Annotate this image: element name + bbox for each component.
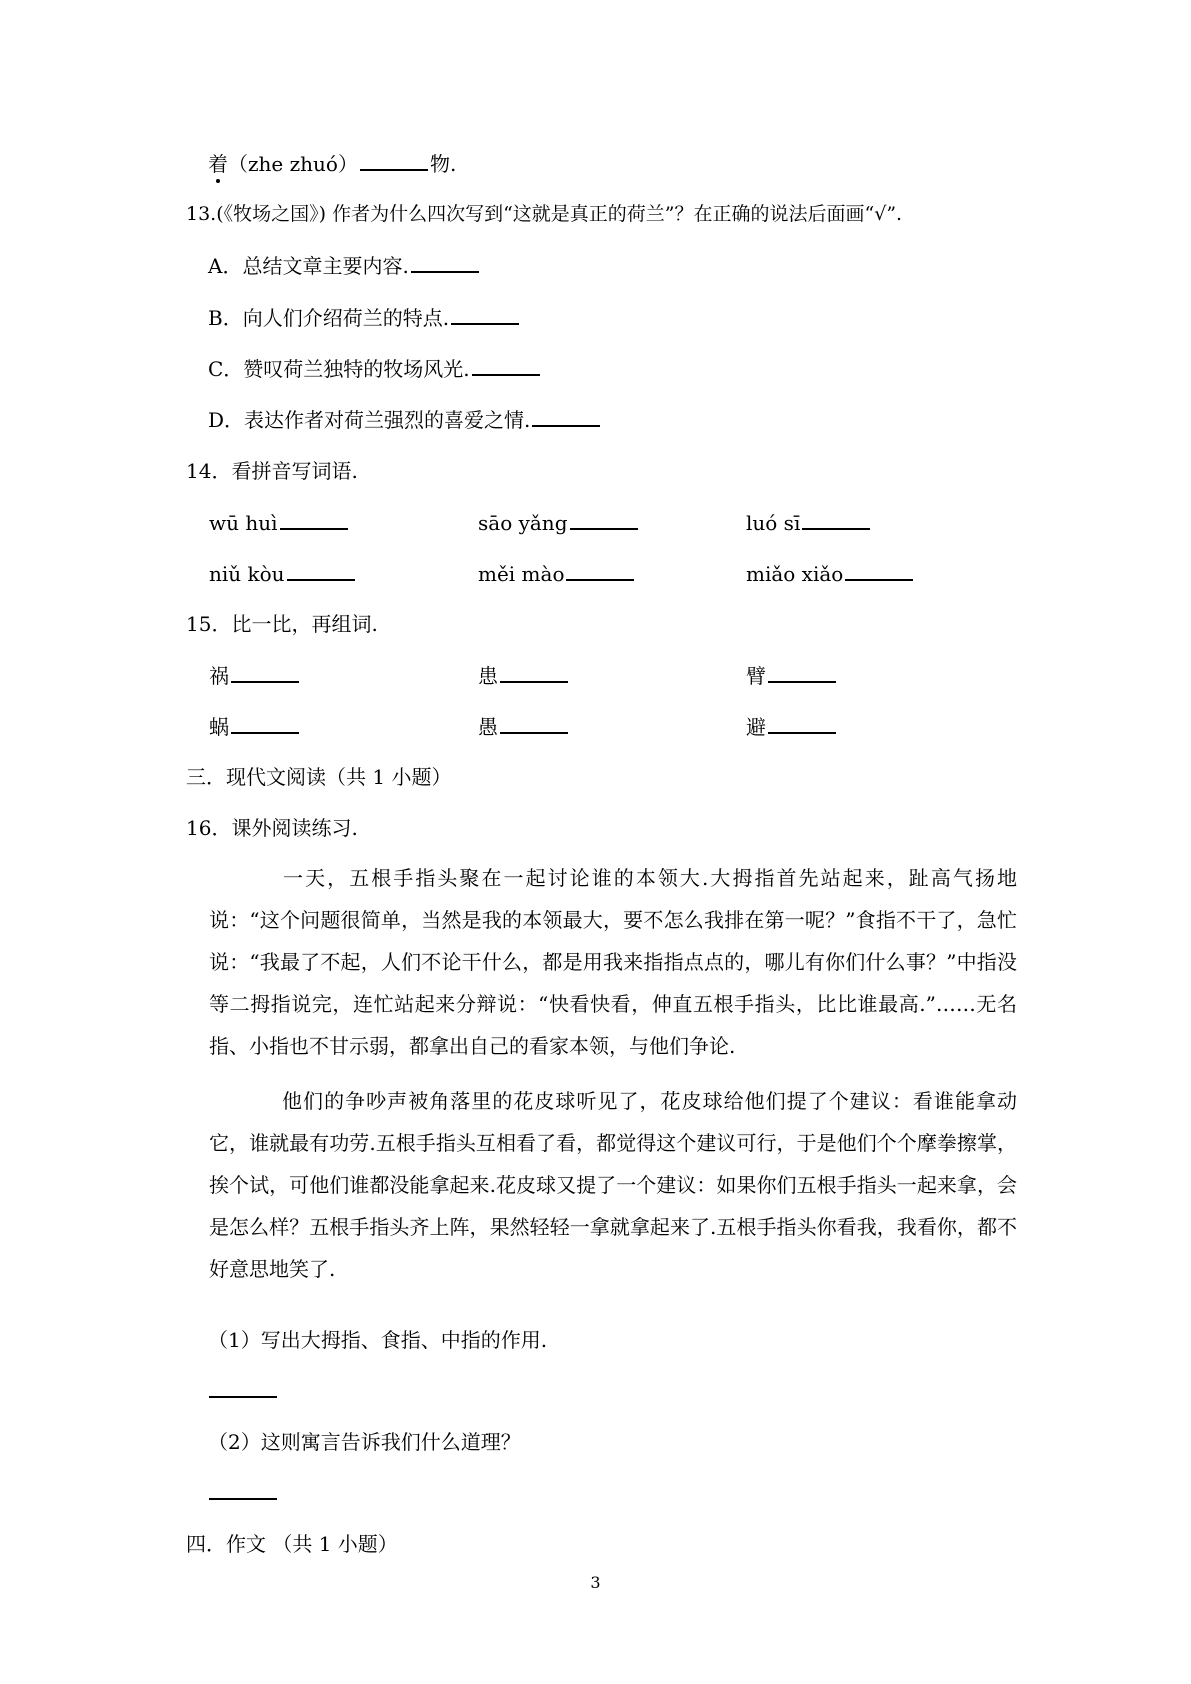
answer-blank[interactable]	[360, 151, 428, 171]
answer-blank[interactable]	[209, 1378, 277, 1398]
q13-option-c	[208, 356, 542, 382]
q14-item	[209, 561, 357, 587]
answer-blank[interactable]	[845, 561, 913, 581]
dotted-char: 着	[208, 152, 228, 176]
pinyin-text: luó sī	[746, 511, 801, 535]
answer-blank[interactable]	[802, 510, 870, 530]
q16-sub2: （2）这则寓言告诉我们什么道理？	[208, 1430, 521, 1454]
character: 臂	[746, 664, 766, 688]
q13-option-d	[208, 407, 602, 433]
q16-sub2-answer	[209, 1480, 279, 1506]
option-text: D．表达作者对荷兰强烈的喜爱之情.	[208, 408, 531, 432]
q12-tail-line	[208, 151, 456, 177]
answer-blank[interactable]	[451, 305, 519, 325]
q15-item	[478, 714, 570, 740]
section-heading-3: 三．现代文阅读（共 1 小题）	[186, 765, 452, 789]
option-text: A．总结文章主要内容.	[208, 254, 409, 278]
option-text: B．向人们介绍荷兰的特点.	[208, 306, 450, 330]
q14-item	[478, 510, 640, 536]
character: 避	[746, 715, 766, 739]
answer-blank[interactable]	[231, 663, 299, 683]
q13-option-a	[208, 253, 481, 279]
pinyin-text: sāo yǎng	[478, 511, 568, 535]
q12-suffix: 物.	[429, 152, 457, 176]
answer-blank[interactable]	[500, 714, 568, 734]
paragraph-text: 一天，五根手指头聚在一起讨论谁的本领大.大拇指首先站起来，趾高气扬地说：“这个问题很简单，当然是我的本领最大，要不怎么我排在第一呢？”食指不干了，急忙说：“我最了不起，人们不论干什么，都是用我来指指点点的，哪儿有你们什么事？”中指没等二拇指说完，连忙站起来分辩说：“快看快看，伸直五根手指头，比比谁最高.”……无名指、小指也不甘示弱，都拿出自己的看家本领，与他们争论.	[209, 866, 1017, 1058]
answer-blank[interactable]	[566, 561, 634, 581]
q14-item	[746, 510, 872, 536]
section-heading-4: 四．作文 （共 1 小题）	[186, 1532, 398, 1556]
answer-blank[interactable]	[768, 714, 836, 734]
answer-blank[interactable]	[768, 663, 836, 683]
q15-item	[746, 714, 838, 740]
page-number: 3	[590, 1573, 601, 1592]
q14-stem: 14．看拼音写词语.	[186, 459, 358, 483]
reading-paragraph-1	[209, 857, 1017, 1067]
q16-stem: 16．课外阅读练习.	[186, 816, 358, 840]
answer-blank[interactable]	[500, 663, 568, 683]
character: 愚	[478, 715, 498, 739]
q15-stem: 15．比一比，再组词.	[186, 612, 378, 636]
answer-blank[interactable]	[472, 356, 540, 376]
q15-item	[746, 663, 838, 689]
q14-item	[478, 561, 636, 587]
answer-blank[interactable]	[280, 510, 348, 530]
pinyin-options: （zhe zhuó）	[228, 152, 358, 176]
answer-blank[interactable]	[532, 407, 600, 427]
character: 祸	[209, 664, 229, 688]
q14-item	[209, 510, 350, 536]
answer-blank[interactable]	[209, 1480, 277, 1500]
answer-blank[interactable]	[231, 714, 299, 734]
option-text: C．赞叹荷兰独特的牧场风光.	[208, 357, 470, 381]
q13-option-b	[208, 305, 521, 331]
character: 患	[478, 664, 498, 688]
q14-item	[746, 561, 915, 587]
character: 蜗	[209, 715, 229, 739]
pinyin-text: wū huì	[209, 511, 278, 535]
q16-sub1: （1）写出大拇指、食指、中指的作用.	[208, 1328, 548, 1352]
pinyin-text: miǎo xiǎo	[746, 562, 844, 586]
answer-blank[interactable]	[411, 253, 479, 273]
answer-blank[interactable]	[287, 561, 355, 581]
pinyin-text: niǔ kòu	[209, 562, 285, 586]
q13-stem: 13.(《牧场之国》) 作者为什么四次写到“这就是真正的荷兰”？在正确的说法后面画“√”.	[186, 203, 903, 225]
q15-item	[209, 663, 301, 689]
q16-sub1-answer	[209, 1378, 279, 1404]
q15-item	[209, 714, 301, 740]
q15-item	[478, 663, 570, 689]
paragraph-text: 他们的争吵声被角落里的花皮球听见了，花皮球给他们提了个建议：看谁能拿动它，谁就最有功劳.五根手指头互相看了看，都觉得这个建议可行，于是他们个个摩拳擦掌，挨个试，可他们谁都没能拿起来.花皮球又提了一个建议：如果你们五根手指头一起来拿，会是怎么样？五根手指头齐上阵，果然轻轻一拿就拿起来了.五根手指头你看我，我看你，都不好意思地笑了.	[209, 1089, 1017, 1281]
reading-paragraph-2	[209, 1080, 1017, 1290]
pinyin-text: měi mào	[478, 562, 565, 586]
answer-blank[interactable]	[570, 510, 638, 530]
